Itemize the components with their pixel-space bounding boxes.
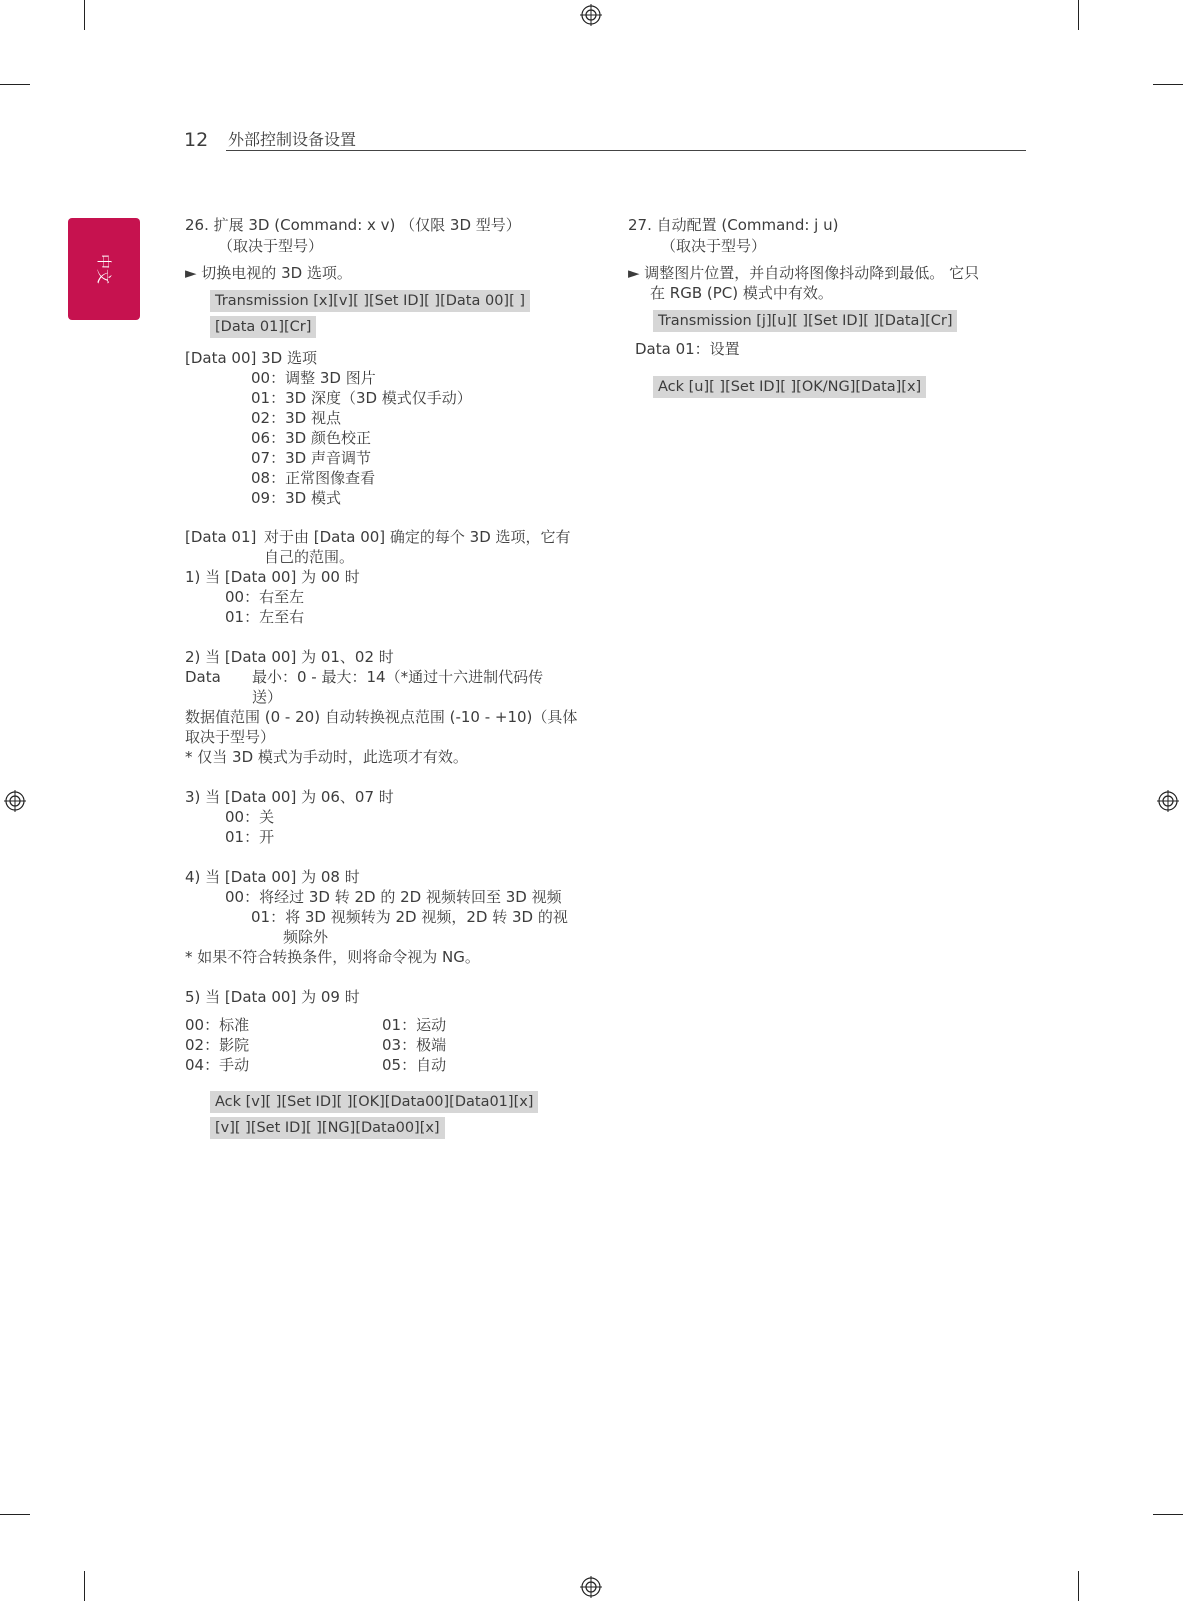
- section-27-bullet: ► 调整图片位置，并自动将图像抖动降到最低。 它只: [628, 264, 980, 282]
- transmission-code: Transmission [j][u][ ][Set ID][ ][Data][Cr]: [653, 310, 957, 332]
- case-4-item: 00：将经过 3D 转 2D 的 2D 视频转回至 3D 视频: [225, 888, 562, 906]
- ack-code: Ack [v][ ][Set ID][ ][OK][Data00][Data01][x]: [210, 1091, 538, 1113]
- registration-mark-icon: [4, 790, 26, 812]
- case-5-mode: 03：极端: [382, 1036, 447, 1054]
- section-27-heading: 27. 自动配置 (Command: j u): [628, 216, 839, 234]
- case-4-title: 4) 当 [Data 00] 为 08 时: [185, 868, 360, 886]
- crop-mark: [1078, 0, 1079, 30]
- case-1-item: 01：左至右: [225, 608, 305, 626]
- crop-mark: [0, 84, 30, 85]
- case-3-title: 3) 当 [Data 00] 为 06、07 时: [185, 788, 394, 806]
- section-27-subheading: （取决于型号）: [661, 237, 767, 255]
- data00-option: 07：3D 声音调节: [251, 449, 371, 467]
- transmission-code: [Data 01][Cr]: [210, 316, 316, 338]
- data01-description: 对于由 [Data 00] 确定的每个 3D 选项，它有: [264, 528, 571, 546]
- transmission-code: Transmission [x][v][ ][Set ID][ ][Data 00][ ]: [210, 290, 530, 312]
- case-5-mode: 04：手动: [185, 1056, 250, 1074]
- data00-option: 00：调整 3D 图片: [251, 369, 376, 387]
- case-5-mode: 02：影院: [185, 1036, 250, 1054]
- case-5-mode: 00：标准: [185, 1016, 250, 1034]
- registration-mark-icon: [580, 4, 602, 26]
- crop-mark: [1078, 1571, 1079, 1601]
- case-1-item: 00：右至左: [225, 588, 305, 606]
- case-4-item: 频除外: [283, 928, 329, 946]
- case-2-title: 2) 当 [Data 00] 为 01、02 时: [185, 648, 394, 666]
- case-2-range: 数据值范围 (0 - 20) 自动转换视点范围 (-10 - +10)（具体: [185, 708, 578, 726]
- language-tab-label: 中文: [95, 253, 113, 284]
- case-3-item: 01：开: [225, 828, 275, 846]
- case-2-note: * 仅当 3D 模式为手动时，此选项才有效。: [185, 748, 468, 766]
- data00-option: 01：3D 深度（3D 模式仅手动）: [251, 389, 472, 407]
- data00-option: 08：正常图像查看: [251, 469, 376, 487]
- case-5-mode: 05：自动: [382, 1056, 447, 1074]
- data01-setting: Data 01：设置: [635, 340, 740, 358]
- data00-option: 02：3D 视点: [251, 409, 341, 427]
- crop-mark: [1153, 1514, 1183, 1515]
- case-2-data-label: Data: [185, 668, 221, 686]
- page-title: 外部控制设备设置: [228, 130, 357, 149]
- data00-option: 06：3D 颜色校正: [251, 429, 371, 447]
- data01-description: 自己的范围。: [264, 548, 355, 566]
- data00-title: [Data 00] 3D 选项: [185, 349, 318, 367]
- data00-option: 09：3D 模式: [251, 489, 341, 507]
- ack-code: [v][ ][Set ID][ ][NG][Data00][x]: [210, 1117, 445, 1139]
- case-1-title: 1) 当 [Data 00] 为 00 时: [185, 568, 360, 586]
- crop-mark: [84, 0, 85, 30]
- ack-code: Ack [u][ ][Set ID][ ][OK/NG][Data][x]: [653, 376, 926, 398]
- language-tab: [68, 218, 140, 320]
- section-27-bullet: 在 RGB (PC) 模式中有效。: [650, 284, 833, 302]
- header-rule: [226, 150, 1026, 151]
- crop-mark: [1153, 84, 1183, 85]
- section-26-subheading: （取决于型号）: [218, 237, 324, 255]
- crop-mark: [84, 1571, 85, 1601]
- case-5-mode: 01：运动: [382, 1016, 447, 1034]
- section-26-bullet: ► 切换电视的 3D 选项。: [185, 264, 352, 282]
- case-2-data-value: 最小：0 - 最大：14（*通过十六进制代码传: [252, 668, 544, 686]
- registration-mark-icon: [1157, 790, 1179, 812]
- case-3-item: 00：关: [225, 808, 275, 826]
- case-2-range: 取决于型号）: [185, 728, 276, 746]
- case-5-title: 5) 当 [Data 00] 为 09 时: [185, 988, 360, 1006]
- registration-mark-icon: [580, 1576, 602, 1598]
- case-4-item: 01：将 3D 视频转为 2D 视频，2D 转 3D 的视: [251, 908, 568, 926]
- section-26-heading: 26. 扩展 3D (Command: x v) （仅限 3D 型号）: [185, 216, 521, 234]
- case-4-note: * 如果不符合转换条件，则将命令视为 NG。: [185, 948, 480, 966]
- crop-mark: [0, 1514, 30, 1515]
- case-2-data-value: 送）: [252, 688, 283, 706]
- page-number: 12: [184, 129, 209, 151]
- data01-label: [Data 01]: [185, 528, 257, 546]
